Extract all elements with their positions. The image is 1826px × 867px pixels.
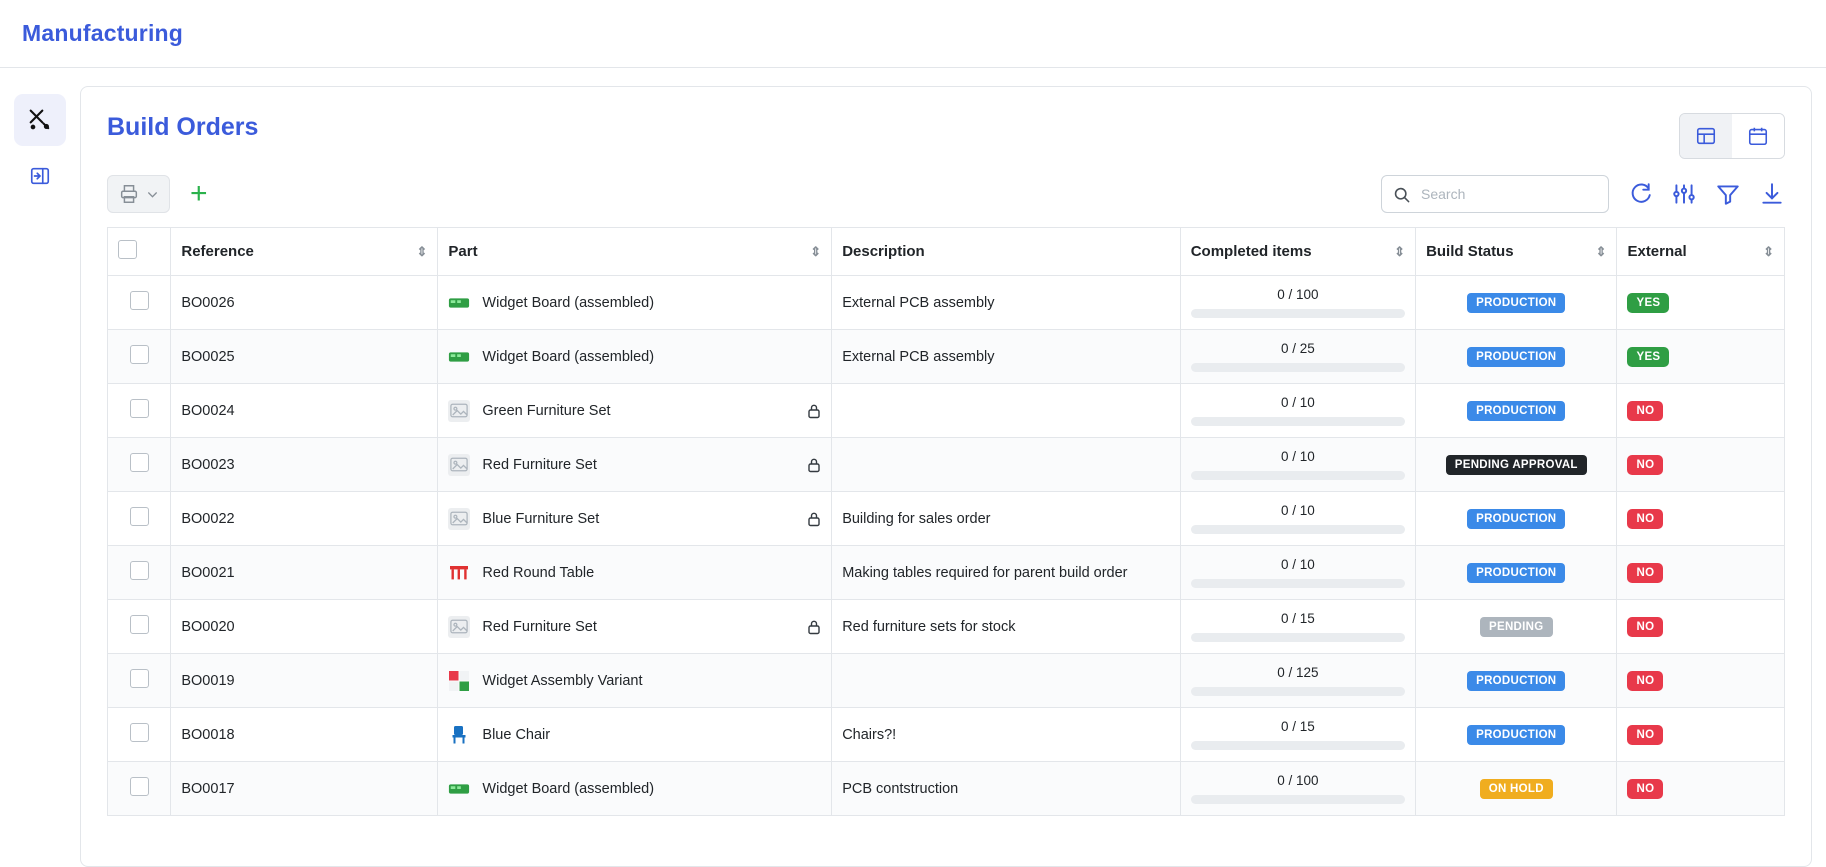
cell-build-status xyxy=(1416,438,1617,492)
reference-link[interactable]: BO0021 xyxy=(181,564,235,581)
part-name[interactable]: Widget Board (assembled) xyxy=(482,294,655,311)
completion-progress-bar xyxy=(1191,309,1405,318)
external-badge: YES xyxy=(1627,347,1669,367)
completed-count: 0 / 10 xyxy=(1280,503,1315,518)
table-thumbnail xyxy=(448,562,470,584)
cell-reference[interactable] xyxy=(171,762,438,816)
table-options-icon[interactable] xyxy=(1671,181,1697,207)
column-completed-items[interactable] xyxy=(1180,228,1415,276)
cell-build-status xyxy=(1416,546,1617,600)
row-checkbox[interactable] xyxy=(130,723,149,742)
cell-build-status xyxy=(1416,762,1617,816)
cell-external xyxy=(1617,600,1785,654)
reference-link[interactable]: BO0019 xyxy=(181,672,235,689)
cell-external xyxy=(1617,384,1785,438)
description-text: Chairs?! xyxy=(842,726,897,743)
cell-completed-items xyxy=(1180,546,1415,600)
cell-reference[interactable] xyxy=(171,384,438,438)
row-select-cell[interactable] xyxy=(108,276,171,330)
cell-build-status xyxy=(1416,330,1617,384)
lock-icon xyxy=(807,457,821,473)
status-badge: PRODUCTION xyxy=(1467,671,1565,691)
external-badge: NO xyxy=(1627,563,1663,583)
lock-icon xyxy=(807,403,821,419)
completed-count: 0 / 100 xyxy=(1277,773,1319,788)
table-view-icon xyxy=(1695,125,1717,147)
build-orders-table xyxy=(107,227,1785,816)
part-name[interactable]: Green Furniture Set xyxy=(482,402,611,419)
part-name[interactable]: Red Furniture Set xyxy=(482,618,597,635)
cell-description xyxy=(832,546,1181,600)
column-external[interactable] xyxy=(1617,228,1785,276)
part-name[interactable]: Widget Assembly Variant xyxy=(482,672,643,689)
row-checkbox[interactable] xyxy=(130,453,149,472)
part-name[interactable]: Red Round Table xyxy=(482,564,595,581)
chevron-down-icon xyxy=(146,188,159,201)
reference-link[interactable]: BO0018 xyxy=(181,726,235,743)
description-text: External PCB assembly xyxy=(842,294,995,311)
body-wrapper xyxy=(0,68,1826,867)
status-badge: PRODUCTION xyxy=(1467,509,1565,529)
row-select-cell[interactable] xyxy=(108,438,171,492)
add-build-order-button[interactable]: + xyxy=(190,177,208,210)
column-description xyxy=(832,228,1181,276)
lock-icon xyxy=(807,619,821,635)
table-toolbar xyxy=(81,159,1811,223)
row-select-cell[interactable] xyxy=(108,384,171,438)
row-checkbox[interactable] xyxy=(130,615,149,634)
cell-reference[interactable] xyxy=(171,276,438,330)
completion-progress-bar xyxy=(1191,363,1405,372)
cell-completed-items xyxy=(1180,330,1415,384)
completed-count: 0 / 100 xyxy=(1277,287,1319,302)
calendar-view-button[interactable] xyxy=(1732,114,1784,158)
cell-reference[interactable] xyxy=(171,330,438,384)
panel-title: Build Orders xyxy=(107,113,259,141)
cell-part[interactable] xyxy=(438,438,832,492)
completed-count: 0 / 15 xyxy=(1280,611,1315,626)
reference-link[interactable]: BO0022 xyxy=(181,510,235,527)
reference-link[interactable]: BO0024 xyxy=(181,402,235,419)
column-reference[interactable] xyxy=(171,228,438,276)
pcb-thumbnail xyxy=(448,778,470,800)
external-badge: NO xyxy=(1627,617,1663,637)
cell-build-status xyxy=(1416,276,1617,330)
cell-description xyxy=(832,708,1181,762)
cell-description xyxy=(832,654,1181,708)
completed-count: 0 / 15 xyxy=(1280,719,1315,734)
external-badge: NO xyxy=(1627,509,1663,529)
cell-part[interactable] xyxy=(438,276,832,330)
sort-icon[interactable]: ⇕ xyxy=(810,243,822,259)
part-name[interactable]: Widget Board (assembled) xyxy=(482,348,655,365)
color-squares-thumbnail xyxy=(448,670,470,692)
cell-description xyxy=(832,600,1181,654)
description-text: Red furniture sets for stock xyxy=(842,618,1016,635)
refresh-icon[interactable] xyxy=(1627,181,1653,207)
cell-part[interactable] xyxy=(438,654,832,708)
image-placeholder-thumbnail xyxy=(448,454,470,476)
column-select-all[interactable] xyxy=(108,228,171,276)
column-external-label: External xyxy=(1627,243,1687,260)
table-row[interactable] xyxy=(108,330,1785,384)
status-badge: PRODUCTION xyxy=(1467,563,1565,583)
column-build-status[interactable] xyxy=(1416,228,1617,276)
cell-build-status xyxy=(1416,384,1617,438)
cell-completed-items xyxy=(1180,762,1415,816)
row-select-cell[interactable] xyxy=(108,330,171,384)
image-placeholder-thumbnail xyxy=(448,400,470,422)
completion-progress-bar xyxy=(1191,795,1405,804)
description-text: External PCB assembly xyxy=(842,348,995,365)
cell-build-status xyxy=(1416,492,1617,546)
description-text: Making tables required for parent build order xyxy=(842,564,1128,581)
completed-count: 0 / 10 xyxy=(1280,449,1315,464)
external-badge: NO xyxy=(1627,725,1663,745)
lock-icon xyxy=(807,511,821,527)
table-row[interactable] xyxy=(108,600,1785,654)
table-header xyxy=(108,228,1785,276)
external-badge: NO xyxy=(1627,779,1663,799)
completion-progress-bar xyxy=(1191,579,1405,588)
cell-reference[interactable] xyxy=(171,654,438,708)
view-toggle-group xyxy=(1679,113,1785,159)
completion-progress-bar xyxy=(1191,687,1405,696)
table-row[interactable] xyxy=(108,546,1785,600)
cell-part[interactable] xyxy=(438,330,832,384)
sort-icon[interactable]: ⇕ xyxy=(1763,243,1774,259)
cell-external xyxy=(1617,492,1785,546)
app-header xyxy=(0,0,1826,68)
search-input[interactable] xyxy=(1419,185,1598,203)
row-select-cell[interactable] xyxy=(108,654,171,708)
table-row[interactable] xyxy=(108,654,1785,708)
reference-link[interactable]: BO0026 xyxy=(181,294,235,311)
status-badge: PENDING APPROVAL xyxy=(1446,455,1587,475)
external-badge: NO xyxy=(1627,671,1663,691)
cell-description xyxy=(832,384,1181,438)
completion-progress-bar xyxy=(1191,417,1405,426)
cell-description xyxy=(832,762,1181,816)
page-title: Manufacturing xyxy=(22,20,184,46)
completed-count: 0 / 25 xyxy=(1280,341,1315,356)
cell-part[interactable] xyxy=(438,492,832,546)
column-completed-label: Completed items xyxy=(1190,243,1312,260)
completed-count: 0 / 10 xyxy=(1280,395,1315,410)
row-select-cell[interactable] xyxy=(108,492,171,546)
completion-progress-bar xyxy=(1191,633,1405,642)
row-select-cell[interactable] xyxy=(108,762,171,816)
filter-icon[interactable] xyxy=(1715,181,1741,207)
cell-part[interactable] xyxy=(438,546,832,600)
sort-icon[interactable]: ⇕ xyxy=(1595,243,1607,259)
completion-progress-bar xyxy=(1191,741,1405,750)
cell-description xyxy=(832,492,1181,546)
select-all-checkbox[interactable] xyxy=(118,240,137,259)
description-text: PCB contstruction xyxy=(842,780,959,797)
reference-link[interactable]: BO0023 xyxy=(181,456,235,473)
column-part-label: Part xyxy=(448,243,478,260)
cell-reference[interactable] xyxy=(171,600,438,654)
sidebar-item-manufacturing[interactable] xyxy=(14,94,66,146)
status-badge: PENDING xyxy=(1480,617,1553,637)
cell-completed-items xyxy=(1180,708,1415,762)
cell-reference[interactable] xyxy=(171,492,438,546)
cell-completed-items xyxy=(1180,600,1415,654)
cell-build-status xyxy=(1416,600,1617,654)
table-row[interactable] xyxy=(108,708,1785,762)
toolbar-right-group xyxy=(1381,175,1785,213)
completion-progress-bar xyxy=(1191,525,1405,534)
status-badge: PRODUCTION xyxy=(1467,347,1565,367)
cell-completed-items xyxy=(1180,438,1415,492)
column-part[interactable] xyxy=(438,228,832,276)
status-badge: PRODUCTION xyxy=(1467,293,1565,313)
column-reference-label: Reference xyxy=(181,243,254,260)
row-checkbox[interactable] xyxy=(130,507,149,526)
cell-reference[interactable] xyxy=(171,708,438,762)
column-status-label: Build Status xyxy=(1426,243,1514,260)
cell-part[interactable] xyxy=(438,762,832,816)
row-checkbox[interactable] xyxy=(130,345,149,364)
image-placeholder-thumbnail xyxy=(448,616,470,638)
cell-external xyxy=(1617,276,1785,330)
row-checkbox[interactable] xyxy=(130,561,149,580)
search-icon xyxy=(1392,185,1411,204)
cell-build-status xyxy=(1416,708,1617,762)
cell-external xyxy=(1617,546,1785,600)
reference-link[interactable]: BO0017 xyxy=(181,780,235,797)
table-row[interactable] xyxy=(108,438,1785,492)
cell-part[interactable] xyxy=(438,384,832,438)
cell-completed-items xyxy=(1180,276,1415,330)
part-name[interactable]: Widget Board (assembled) xyxy=(482,780,655,797)
cell-part[interactable] xyxy=(438,708,832,762)
row-checkbox[interactable] xyxy=(130,291,149,310)
chair-thumbnail xyxy=(448,724,470,746)
table-view-button[interactable] xyxy=(1680,114,1732,158)
sidebar xyxy=(0,68,80,867)
cell-external xyxy=(1617,762,1785,816)
cell-description xyxy=(832,276,1181,330)
cell-reference[interactable] xyxy=(171,438,438,492)
cell-description xyxy=(832,330,1181,384)
column-description-label: Description xyxy=(842,243,925,260)
completed-count: 0 / 10 xyxy=(1280,557,1315,572)
cell-completed-items xyxy=(1180,384,1415,438)
pcb-thumbnail xyxy=(448,346,470,368)
cell-external xyxy=(1617,438,1785,492)
completed-count: 0 / 125 xyxy=(1277,665,1319,680)
table-row[interactable] xyxy=(108,276,1785,330)
cell-external xyxy=(1617,654,1785,708)
status-badge: PRODUCTION xyxy=(1467,401,1565,421)
description-text: Building for sales order xyxy=(842,510,991,527)
manufacturing-icon xyxy=(26,106,54,134)
row-checkbox[interactable] xyxy=(130,399,149,418)
part-name[interactable]: Blue Chair xyxy=(482,726,551,743)
table-header-row xyxy=(108,228,1785,276)
reference-link[interactable]: BO0025 xyxy=(181,348,235,365)
external-badge: NO xyxy=(1627,401,1663,421)
build-orders-panel xyxy=(80,86,1812,867)
external-badge: NO xyxy=(1627,455,1663,475)
sort-icon[interactable]: ⇕ xyxy=(416,243,428,259)
row-select-cell[interactable] xyxy=(108,600,171,654)
cell-completed-items xyxy=(1180,654,1415,708)
search-box[interactable] xyxy=(1381,175,1609,213)
cell-external xyxy=(1617,708,1785,762)
status-badge: PRODUCTION xyxy=(1467,725,1565,745)
collapse-panel-icon xyxy=(29,165,51,187)
external-badge: YES xyxy=(1627,293,1669,313)
row-checkbox[interactable] xyxy=(130,669,149,688)
completion-progress-bar xyxy=(1191,471,1405,480)
cell-part[interactable] xyxy=(438,600,832,654)
cell-external xyxy=(1617,330,1785,384)
calendar-view-icon xyxy=(1747,125,1769,147)
row-select-cell[interactable] xyxy=(108,708,171,762)
status-badge: ON HOLD xyxy=(1480,779,1553,799)
reference-link[interactable]: BO0020 xyxy=(181,618,235,635)
part-name[interactable]: Blue Furniture Set xyxy=(482,510,600,527)
print-button[interactable] xyxy=(107,175,170,213)
cell-build-status xyxy=(1416,654,1617,708)
print-icon xyxy=(118,183,140,205)
cell-description xyxy=(832,438,1181,492)
sort-icon[interactable]: ⇕ xyxy=(1394,243,1406,259)
table-body xyxy=(108,276,1785,816)
panel-header xyxy=(81,87,1811,159)
table-row[interactable] xyxy=(108,384,1785,438)
pcb-thumbnail xyxy=(448,292,470,314)
row-select-cell[interactable] xyxy=(108,546,171,600)
sidebar-collapse-button[interactable] xyxy=(14,156,66,196)
image-placeholder-thumbnail xyxy=(448,508,470,530)
part-name[interactable]: Red Furniture Set xyxy=(482,456,597,473)
row-checkbox[interactable] xyxy=(130,777,149,796)
table-row[interactable] xyxy=(108,492,1785,546)
cell-completed-items xyxy=(1180,492,1415,546)
download-icon[interactable] xyxy=(1759,181,1785,207)
cell-reference[interactable] xyxy=(171,546,438,600)
table-row[interactable] xyxy=(108,762,1785,816)
